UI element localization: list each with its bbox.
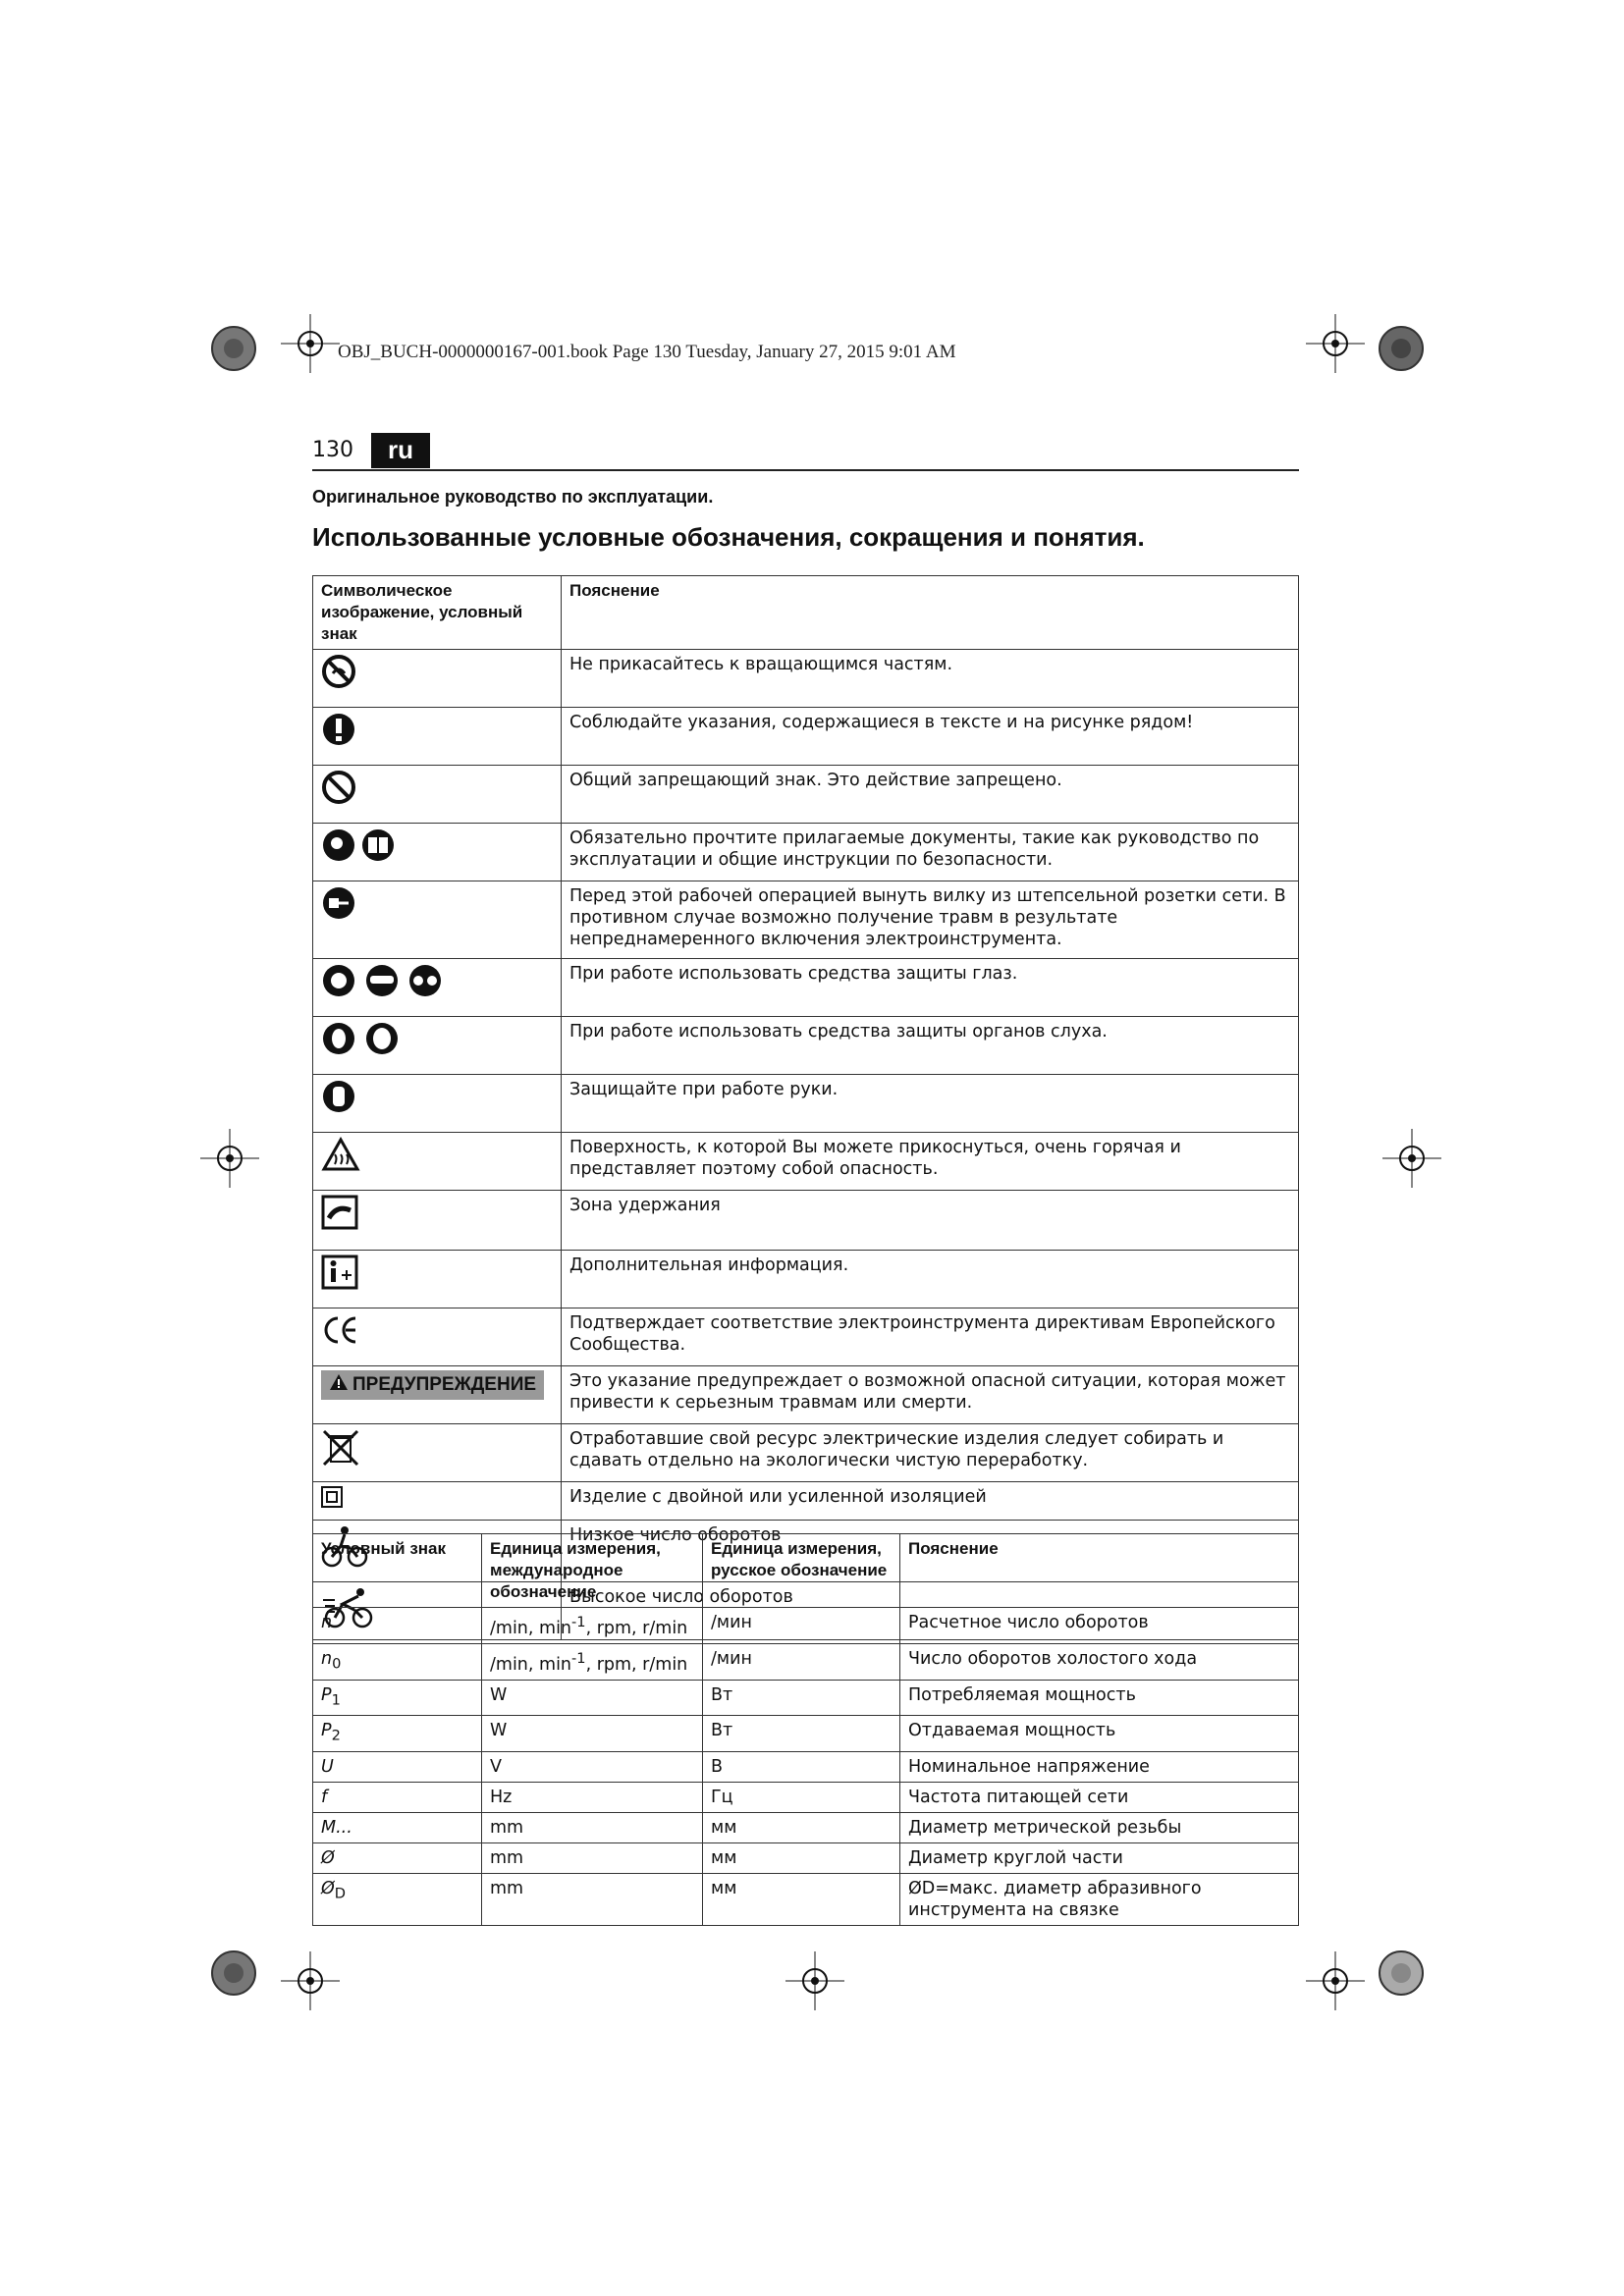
explanation-cell: Дополнительная информация. [562, 1251, 1299, 1308]
table-row [313, 1133, 1299, 1191]
explanation-cell: При работе использовать средства защиты органов слуха. [562, 1017, 1299, 1075]
table-row [313, 1680, 1299, 1716]
table-row [313, 1782, 1299, 1812]
table-row [313, 1751, 1299, 1782]
ru-unit-cell: Гц [703, 1782, 900, 1812]
explanation-cell: Соблюдайте указания, содержащиеся в тексте и на рисунке рядом! [562, 708, 1299, 766]
intl-unit-cell: V [482, 1751, 703, 1782]
registration-mark-tr [1306, 314, 1365, 373]
intl-unit-cell: W [482, 1680, 703, 1716]
header-rule [312, 469, 1299, 471]
units-table [312, 1533, 1299, 1926]
double-insulation-icon [321, 1486, 343, 1514]
ru-unit-cell: мм [703, 1842, 900, 1873]
explanation-cell: Защищайте при работе руки. [562, 1075, 1299, 1133]
table-row [313, 1608, 1299, 1644]
explanation-cell: Частота питающей сети [900, 1782, 1299, 1812]
ru-unit-cell: мм [703, 1812, 900, 1842]
header-explanation: Пояснение [900, 1534, 1299, 1608]
explanation-cell: Это указание предупреждает о возможной опасной ситуации, которая может привести к серьезным травмам или смерти. [562, 1366, 1299, 1424]
warning-triangle-icon [329, 1373, 349, 1397]
info-icon [321, 1255, 358, 1296]
page-title: Использованные условные обозначения, сокращения и понятия. [312, 522, 1145, 552]
sign-cell: n [313, 1608, 482, 1644]
intl-unit-cell: mm [482, 1873, 703, 1925]
color-wheel-tl [209, 324, 258, 373]
symbol-cell [313, 650, 562, 708]
explanation-cell: Перед этой рабочей операцией вынуть вилку из штепсельной розетки сети. В противном случае возможно получение травм в результате непреднамеренного включения электроинструмента. [562, 881, 1299, 959]
ru-unit-cell: Вт [703, 1680, 900, 1716]
table-row [313, 1643, 1299, 1680]
symbol-cell [313, 708, 562, 766]
explanation-cell: Число оборотов холостого хода [900, 1643, 1299, 1680]
explanation-cell: Отработавшие свой ресурс электрические изделия следует собирать и сдавать отдельно на экологически чистую переработку. [562, 1424, 1299, 1482]
registration-mark-tl [281, 314, 340, 373]
table-row [313, 1842, 1299, 1873]
symbol-cell [313, 1075, 562, 1133]
explanation-cell: Низкое число оборотов [562, 1521, 1299, 1582]
symbol-cell [313, 1133, 562, 1191]
sign-cell: $n_0$ [313, 1643, 482, 1680]
warning-badge-label: ПРЕДУПРЕЖДЕНИЕ [352, 1374, 537, 1396]
sign-cell: f [313, 1782, 482, 1812]
sign-cell: $P_1$ [313, 1680, 482, 1716]
table-header-row [313, 576, 1299, 650]
explanation-cell: Диаметр круглой части [900, 1842, 1299, 1873]
table-row [313, 650, 1299, 708]
symbol-cell [313, 1251, 562, 1308]
explanation-cell: Изделие с двойной или усиленной изоляцией [562, 1482, 1299, 1521]
symbol-cell [313, 1366, 562, 1424]
explanation-cell: Обязательно прочтите прилагаемые документы, такие как руководство по эксплуатации и общие инструкции по безопасности. [562, 824, 1299, 881]
symbol-cell [313, 1191, 562, 1251]
symbol-cell [313, 881, 562, 959]
subtitle: Оригинальное руководство по эксплуатации. [312, 487, 714, 507]
table-row [313, 766, 1299, 824]
sign-cell: $P_2$ [313, 1716, 482, 1752]
symbols-table [312, 575, 1299, 1640]
table-row [313, 1482, 1299, 1521]
intl-unit-cell: W [482, 1716, 703, 1752]
explanation-cell: Поверхность, к которой Вы можете прикоснуться, очень горячая и представляет поэтому собой опасность. [562, 1133, 1299, 1191]
explanation-cell: Номинальное напряжение [900, 1751, 1299, 1782]
sign-cell: Ø [313, 1842, 482, 1873]
table-row [313, 1366, 1299, 1424]
read-manual-icon [321, 828, 400, 869]
symbol-cell [313, 824, 562, 881]
ru-unit-cell: Вт [703, 1716, 900, 1752]
color-wheel-br [1377, 1949, 1426, 1998]
table-row [313, 1873, 1299, 1925]
grip-zone-icon [321, 1195, 358, 1236]
unplug-icon [321, 885, 356, 927]
explanation-cell: Не прикасайтесь к вращающимся частям. [562, 650, 1299, 708]
registration-mark-bc [785, 1951, 844, 2010]
hearing-protection-icon [321, 1021, 409, 1062]
table-row [313, 708, 1299, 766]
weee-bin-icon [321, 1428, 360, 1473]
symbol-cell [313, 959, 562, 1017]
registration-mark-br [1306, 1951, 1365, 2010]
table-row [313, 1424, 1299, 1482]
ce-mark-icon [321, 1312, 360, 1354]
explanation-cell: Высокое число оборотов [562, 1582, 1299, 1640]
table-row [313, 1308, 1299, 1366]
hot-surface-icon [321, 1137, 360, 1178]
explanation-cell: ØD=макс. диаметр абразивного инструмента на связке [900, 1873, 1299, 1925]
table-row [313, 1251, 1299, 1308]
table-row [313, 881, 1299, 959]
table-row [313, 824, 1299, 881]
symbol-cell [313, 1482, 562, 1521]
table-header-row [313, 1534, 1299, 1608]
symbol-cell [313, 1308, 562, 1366]
color-wheel-tr [1377, 324, 1426, 373]
ru-unit-cell: мм [703, 1873, 900, 1925]
ru-unit-cell: /мин [703, 1643, 900, 1680]
table-row [313, 1075, 1299, 1133]
explanation-cell: При работе использовать средства защиты глаз. [562, 959, 1299, 1017]
registration-mark-right [1382, 1129, 1441, 1188]
explanation-cell: Общий запрещающий знак. Это действие запрещено. [562, 766, 1299, 824]
intl-unit-cell: mm [482, 1812, 703, 1842]
explanation-cell: Потребляемая мощность [900, 1680, 1299, 1716]
intl-unit-cell: Hz [482, 1782, 703, 1812]
sign-cell: M... [313, 1812, 482, 1842]
explanation-cell: Подтверждает соответствие электроинструмента директивам Европейского Сообщества. [562, 1308, 1299, 1366]
color-wheel-bl [209, 1949, 258, 1998]
intl-unit-cell: /min, $\min^{-1}$, rpm, r/min [482, 1643, 703, 1680]
registration-mark-left [200, 1129, 259, 1188]
sign-cell: U [313, 1751, 482, 1782]
symbol-cell [313, 1424, 562, 1482]
no-touch-rotating-icon [321, 654, 356, 695]
table-row [313, 1812, 1299, 1842]
explanation-cell: Диаметр метрической резьбы [900, 1812, 1299, 1842]
table-row [313, 1017, 1299, 1075]
ru-unit-cell: /мин [703, 1608, 900, 1644]
header-sign: Условный знак [313, 1534, 482, 1608]
ru-unit-cell: В [703, 1751, 900, 1782]
glove-icon [321, 1079, 356, 1120]
sign-cell: $Ø_D$ [313, 1873, 482, 1925]
header-explanation: Пояснение [562, 576, 1299, 650]
header-symbol: Символическое изображение, условный знак [313, 576, 562, 650]
explanation-cell: Зона удержания [562, 1191, 1299, 1251]
header-intl-unit: Единица измерения, международное обозначение [482, 1534, 703, 1608]
prohibition-icon [321, 770, 356, 811]
symbol-cell [313, 1017, 562, 1075]
registration-mark-bl [281, 1951, 340, 2010]
table-row [313, 1191, 1299, 1251]
warning-badge [321, 1370, 544, 1400]
language-badge: ru [371, 433, 430, 468]
intl-unit-cell: /min, $\min^{-1}$, rpm, r/min [482, 1608, 703, 1644]
page-number: 130 [312, 438, 353, 462]
book-header: OBJ_BUCH-0000000167-001.book Page 130 Tuesday, January 27, 2015 9:01 AM [338, 342, 956, 362]
exclamation-icon [321, 712, 356, 753]
eye-protection-icon [321, 963, 449, 1004]
header-ru-unit: Единица измерения, русское обозначение [703, 1534, 900, 1608]
table-row [313, 959, 1299, 1017]
explanation-cell: Расчетное число оборотов [900, 1608, 1299, 1644]
intl-unit-cell: mm [482, 1842, 703, 1873]
symbol-cell [313, 766, 562, 824]
table-row [313, 1716, 1299, 1752]
explanation-cell: Отдаваемая мощность [900, 1716, 1299, 1752]
